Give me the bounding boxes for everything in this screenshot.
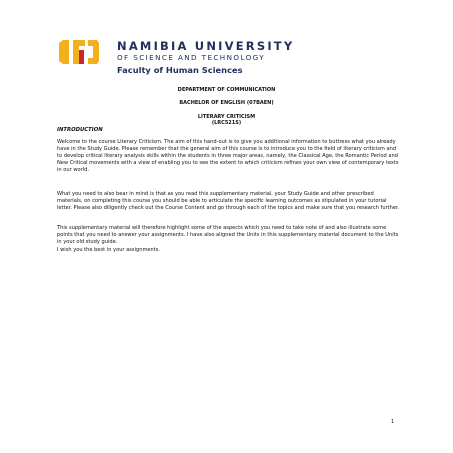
university-name: NAMIBIA UNIVERSITY	[117, 39, 295, 53]
university-subtitle: OF SCIENCE AND TECHNOLOGY	[117, 53, 266, 62]
section-heading: INTRODUCTION	[57, 127, 103, 133]
paragraph: Welcome to the course Literary Criticism. The aim of this hand-out is to give you additional information to buttress what you already have in the Study Guide. Please remember that the general aim of this course is to introduce you to the field of literary criticism and to develop critical literary analysis skills within the students in three major areas, namely, the Classical Age, the Romantic Period and New Critical movements with a view of enabling you to see the extent to which criticism refines your own view of contemporary texts in our world.	[57, 139, 399, 173]
faculty-name: Faculty of Human Sciences	[117, 65, 243, 75]
paragraph: I wish you the best in your assignments.	[57, 247, 161, 253]
course-code: (LRC521S)	[211, 120, 242, 126]
paragraph: What you need to also bear in mind is that as you read this supplementary material, your Study Guide and other prescribed materials, on completing this course you should be able to articulate the specific learning outcomes as stipulated in your tutorial letter. Please also diligently check out the Course Content and go through each of the topics and make sure that you research further.	[57, 191, 400, 211]
page-number: 1	[391, 419, 395, 425]
paragraph: This supplementary material will therefore highlight some of the aspects which you need to take note of and also illustrate some points that you need to answer your assignments. I have also aligned the Units in this supplementary material document to the Units in your old study guide.	[57, 225, 399, 245]
degree-title: BACHELOR OF ENGLISH (07BAEN)	[179, 100, 274, 106]
university-header	[57, 37, 317, 79]
university-logo-icon	[57, 37, 101, 67]
course-title: LITERARY CRITICISM	[197, 114, 256, 120]
department-title: DEPARTMENT OF COMMUNICATION	[177, 87, 276, 93]
